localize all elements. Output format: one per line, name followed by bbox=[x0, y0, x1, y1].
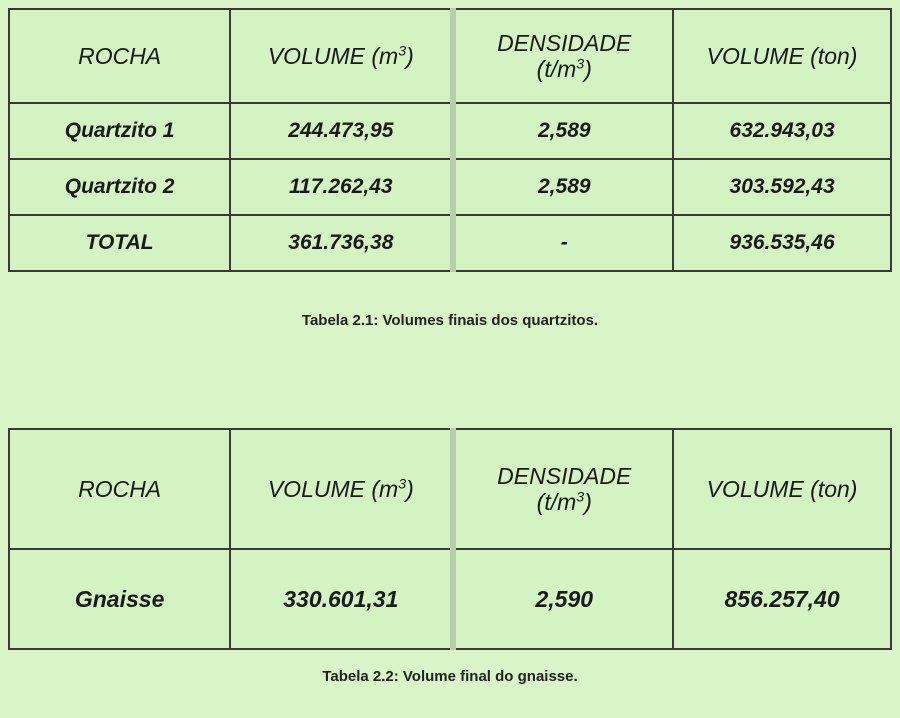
cell-volume-m3: 330.601,31 bbox=[230, 549, 453, 649]
header-rocha bbox=[9, 9, 230, 103]
header-volume-ton bbox=[673, 9, 891, 103]
cell-rocha: Quartzito 1 bbox=[9, 103, 230, 159]
cell-volume-m3: 361.736,38 bbox=[230, 215, 453, 271]
header-volume-ton-label: VOLUME (ton) bbox=[706, 475, 858, 502]
header-densidade-line2-sup: 3 bbox=[576, 489, 585, 506]
cell-volume-ton: 936.535,46 bbox=[673, 215, 891, 271]
table-row bbox=[9, 549, 891, 649]
header-volume-m3 bbox=[230, 429, 453, 549]
table-header-row bbox=[9, 9, 891, 103]
table-gnaisse-body bbox=[9, 549, 891, 649]
table-row bbox=[9, 159, 891, 215]
cell-rocha: Quartzito 2 bbox=[9, 159, 230, 215]
header-densidade-line1: DENSIDADE bbox=[497, 462, 632, 489]
header-densidade-line2-pre: (t/m bbox=[536, 56, 577, 82]
cell-volume-m3: 117.262,43 bbox=[230, 159, 453, 215]
cell-densidade: 2,589 bbox=[453, 103, 673, 159]
header-densidade-line1: DENSIDADE bbox=[497, 29, 632, 56]
cell-volume-m3: 244.473,95 bbox=[230, 103, 453, 159]
header-densidade bbox=[453, 9, 673, 103]
cell-volume-ton: 856.257,40 bbox=[673, 549, 891, 649]
table-gnaisse bbox=[8, 428, 892, 650]
header-densidade-line2-sup: 3 bbox=[576, 56, 585, 73]
table-quartzitos-caption: Tabela 2.1: Volumes finais dos quartzitos. bbox=[301, 312, 599, 329]
cell-densidade: 2,589 bbox=[453, 159, 673, 215]
cell-densidade: 2,590 bbox=[453, 549, 673, 649]
header-rocha bbox=[9, 429, 230, 549]
header-volume-m3-pre: VOLUME (m bbox=[267, 42, 399, 69]
header-volume-m3-sup: 3 bbox=[398, 43, 407, 60]
header-volume-m3 bbox=[230, 9, 453, 103]
table-quartzitos bbox=[8, 8, 892, 272]
header-volume-m3-pre: VOLUME (m bbox=[267, 475, 399, 502]
table-row-total bbox=[9, 215, 891, 271]
header-volume-m3-post: ) bbox=[406, 475, 414, 502]
header-rocha-label: ROCHA bbox=[78, 42, 162, 69]
table-quartzitos-header bbox=[9, 9, 891, 103]
header-densidade-line2-post: ) bbox=[584, 56, 592, 82]
cell-volume-ton: 303.592,43 bbox=[673, 159, 891, 215]
header-volume-ton-label: VOLUME (ton) bbox=[706, 42, 858, 69]
header-densidade-line2-pre: (t/m bbox=[536, 489, 577, 515]
table-row bbox=[9, 103, 891, 159]
table-quartzitos-block bbox=[8, 8, 892, 272]
table-quartzitos-body bbox=[9, 103, 891, 271]
cell-volume-ton: 632.943,03 bbox=[673, 103, 891, 159]
header-densidade-line2-post: ) bbox=[584, 489, 592, 515]
table-gnaisse-caption: Tabela 2.2: Volume final do gnaisse. bbox=[322, 668, 578, 685]
cell-rocha: Gnaisse bbox=[9, 549, 230, 649]
table-gnaisse-block bbox=[8, 428, 892, 650]
header-volume-m3-post: ) bbox=[406, 42, 414, 69]
table-header-row bbox=[9, 429, 891, 549]
header-volume-m3-sup: 3 bbox=[398, 476, 407, 493]
cell-rocha: TOTAL bbox=[9, 215, 230, 271]
table-gnaisse-header bbox=[9, 429, 891, 549]
header-rocha-label: ROCHA bbox=[78, 475, 162, 502]
header-volume-ton bbox=[673, 429, 891, 549]
cell-densidade: - bbox=[453, 215, 673, 271]
header-densidade bbox=[453, 429, 673, 549]
